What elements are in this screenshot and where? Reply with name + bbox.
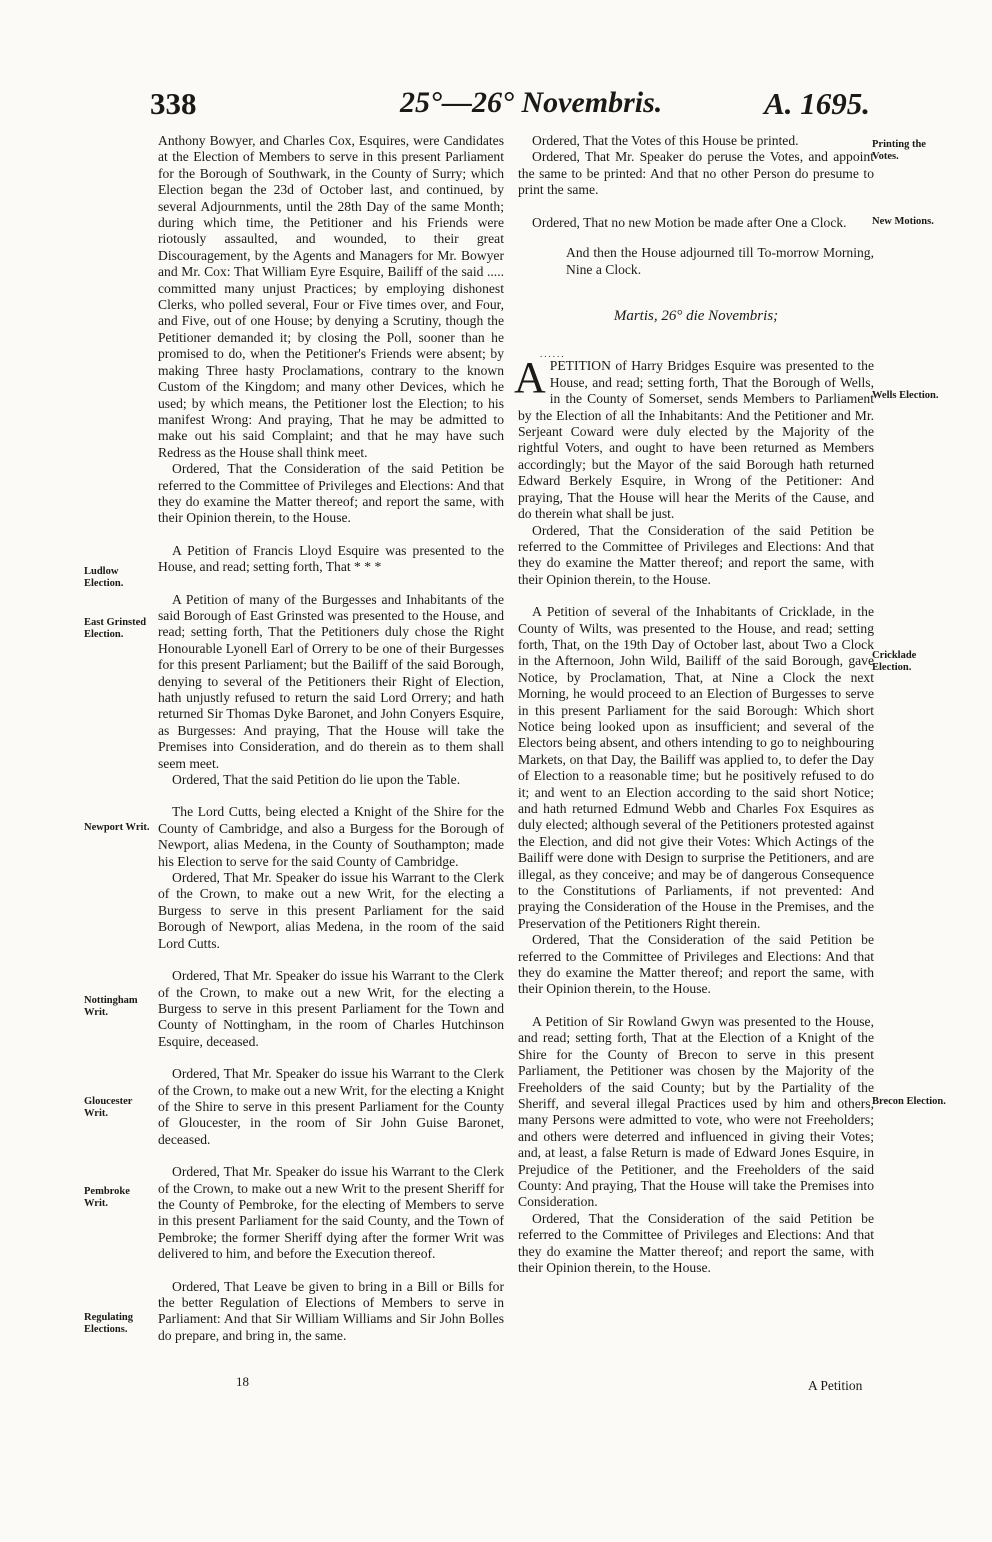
left-column — [158, 133, 504, 1355]
paragraph-nottingham-writ: Ordered, That Mr. Speaker do issue his Warrant to the Clerk of the Crown, to make out a new Writ, for the electing a Burgess to serve in this present Parliament for the Town and County of Nottingham, in the room of Charles Hutchinson Esquire, deceased. — [158, 968, 504, 1049]
wells-petition-text: PETITION of Harry Bridges Esquire was presented to the House, and read; setting forth, That the Borough of Wells, in the County of Somerset, sends Members to Parliament by the Election of all the Inhabitants: And the Petitioner and Mr. Serjeant Coward were duly elected by the Majority of the rightful Voters, and ought to have been returned as Members accordingly; but the Mayor of the said Borough hath returned Edward Berkely Esquire, in Wrong of the Petitioner: And praying, That the House will hear the Merits of the Cause, and do therein what shall be just. — [518, 358, 874, 522]
page-header — [150, 86, 870, 126]
drop-cap: A — [514, 353, 546, 403]
margin-note-east-grinsted: East Grinsted Election. — [84, 617, 147, 640]
margin-note-gloucester: Gloucester Writ. — [84, 1096, 133, 1119]
paragraph-regulating-elections: Ordered, That Leave be given to bring in a Bill or Bills for the better Regulation of Elections of Members to serve in Parliament: And that Sir William Williams and Sir John Bolles do prepare, and bring in, the same. — [158, 1278, 504, 1343]
ornament-dots: ...... — [540, 349, 566, 360]
paragraph-cricklade-petition: A Petition of several of the Inhabitants of Cricklade, in the County of Wilts, was presented to the House, and read; setting forth, That, on the 19th Day of October last, about Two a Clock in the Afternoon, John Wild, Bailiff of the said Borough, gave Notice, by Proclamation, That, at Nine a Clock the next Morning, he would proceed to an Election of Burgesses to serve in this present Parliament for the said Borough: Which short Notice being looked upon as insufficient; and several of the Electors being absent, and others intending to go to neighbouring Markets, on that Day, the Bailiff was applied to, to defer the Day of Election to a reasonable time; but he positively refused to do it; and went to an Election according to the said short Notice; and hath returned Edmund Webb and Charles Fox Esquires as duly elected; although several of the Petitioners protested against the Election, and did not give their Votes: Which Actings of the Bailiff were done with Design to surprise the Petitioners, and are illegal, as they conceive; and may be of dangerous Consequence to the Constitutions of Parliaments, if not prevented: And praying the Consideration of the House in the Premises, and the Preservation of the Petitioners Right therein. — [518, 604, 874, 931]
margin-note-new-motions: New Motions. — [872, 216, 934, 227]
margin-note-ludlow: Ludlow Election. — [84, 566, 124, 589]
paragraph-adjournment: And then the House adjourned till To-morrow Morning, Nine a Clock. — [566, 245, 874, 277]
paragraph-brecon-order: Ordered, That the Consideration of the said Petition be referred to the Committee of Privileges and Elections: And that they do examine the Matter thereof; and report the same, with their Opinion therein, to the House. — [518, 1210, 874, 1275]
paragraph-pembroke-writ: Ordered, That Mr. Speaker do issue his Warrant to the Clerk of the Crown, to make out a new Writ to the present Sheriff for the County of Pembroke, for the electing of Members to serve in this present Parliament for the said County, and the Town of Pembroke; the former Sheriff dying after the former Writ was delivered to him, and before the Execution thereof. — [158, 1164, 504, 1262]
paragraph-new-motion: Ordered, That no new Motion be made after One a Clock. — [532, 214, 847, 230]
signature-mark: 18 — [236, 1374, 249, 1389]
margin-note-nottingham: Nottingham Writ. — [84, 995, 138, 1018]
paragraph-east-grinsted-order: Ordered, That the said Petition do lie upon the Table. — [172, 772, 461, 788]
paragraph-brecon-petition: A Petition of Sir Rowland Gwyn was presented to the House, and read; setting forth, That at the Election of a Knight of the Shire for the County of Brecon to serve in this present Parliament, the Petitioner was chosen by the Majority of the Freeholders of the said County; but by the Partiality of the Sheriff, and several illegal Practices used by him and others, many Persons were admitted to vote, who were not Freeholders; and others were deterred and influenced in giving their Votes; and, at least, a false Return is made of Edward Jones Esquire, in Prejudice of the Petitioner, and the Freeholders of the said County: And praying, That the House will take the Premises into Consideration. — [518, 1013, 874, 1210]
paragraph-wells-order: Ordered, That the Consideration of the said Petition be referred to the Committee of Privileges and Elections: And that they do examine the Matter thereof; and report the same, with their Opinion therein, to the House. — [518, 522, 874, 587]
paragraph-cutts-election: The Lord Cutts, being elected a Knight of the Shire for the County of Cambridge, and also a Burgess for the Borough of Newport, alias Medena, in the County of Southampton; made his Election to serve for the said County of Cambridge. — [158, 804, 504, 869]
paragraph-southwark-petition: Anthony Bowyer, and Charles Cox, Esquires, were Candidates at the Election of Members to serve in this present Parliament for the Borough of Southwark, in the County of Surry; which Election began the 23d of October last, and continued, by several Adjournments, until the 28th Day of the same Month; during which time, the Petitioner and his Friends were riotously assaulted, and wounded, to their great Discouragement, by the Agents and Managers for Mr. Bowyer and Mr. Cox: That William Eyre Esquire, Bailiff of the said ..... committed many unjust Practices; by employing dishonest Clerks, who polled several, Four or Five times over, and Four, and Five, out of one House; by denying a Scrutiny, though the Petitioner demanded it; by closing the Poll, sooner than he promised to do, when the Petitioner's Friends were absent; by making Three hasty Proclamations, contrary to the known Custom of the Kingdom; and many other Devices, which he used; by which means, the Petitioner lost the Election; to his manifest Wrong: And praying, That he may be admitted to make out his said Complaint; and that he may have such Redress as the House shall think meet. — [158, 133, 504, 460]
paragraph-ludlow-petition: A Petition of Francis Lloyd Esquire was presented to the House, and read; setting forth, That * * * — [158, 542, 504, 575]
paragraph-gloucester-writ: Ordered, That Mr. Speaker do issue his Warrant to the Clerk of the Crown, to make out a new Writ, for the electing a Knight of the Shire to serve in this present Parliament for the County of Gloucester, in the room of Sir John Guise Baronet, deceased. — [158, 1066, 504, 1147]
paragraph-southwark-order: Ordered, That the Consideration of the said Petition be referred to the Committee of Privileges and Elections: And that they do examine the Matter thereof; and report the same, with their Opinion therein, to the House. — [158, 461, 504, 526]
header-date: 25°—26° Novembris. — [400, 86, 663, 119]
paragraph-cricklade-order: Ordered, That the Consideration of the said Petition be referred to the Committee of Privileges and Elections: And that they do examine the Matter thereof; and report the same, with their Opinion therein, to the House. — [518, 932, 874, 997]
paragraph-votes-peruse: Ordered, That Mr. Speaker do peruse the Votes, and appoint the same to be printed: And that no other Person do presume to print the same. — [518, 149, 874, 198]
margin-note-pembroke: Pembroke Writ. — [84, 1186, 130, 1209]
margin-note-printing: Printing the Votes. — [872, 139, 926, 162]
right-column — [514, 133, 874, 1287]
day-heading: Martis, 26° die Novembris; — [613, 308, 779, 325]
paragraph-newport-writ: Ordered, That Mr. Speaker do issue his Warrant to the Clerk of the Crown, to make out a new Writ, for the electing a Burgess to serve in this present Parliament for the said Borough of Newport, alias Medena, in the room of the said Lord Cutts. — [158, 870, 504, 951]
margin-note-brecon: Brecon Election. — [872, 1096, 946, 1107]
margin-note-regulating: Regulating Elections. — [84, 1312, 134, 1335]
header-year: A. 1695. — [764, 86, 870, 121]
paragraph-wells-petition — [514, 353, 874, 522]
margin-note-wells: Wells Election. — [872, 390, 939, 401]
page-number: 338 — [150, 86, 197, 121]
margin-note-newport: Newport Writ. — [84, 822, 150, 833]
paragraph-east-grinsted-petition: A Petition of many of the Burgesses and Inhabitants of the said Borough of East Grinsted was presented to the House, and read; setting forth, That the Petitioners duly chose the Right Honourable Lyonell Earl of Orrery to be one of their Burgesses for this present Parliament; but the Bailiff of the said Borough, denying to several of the Petitioners their Right of Election, hath unjustly refused to return the said Lord Orrery; and hath returned Sir Thomas Dyke Baronet, and John Conyers Esquire, as Burgesses: And praying, That the House will take the Premises into Consideration, and do therein as to them shall seem meet. — [158, 591, 504, 771]
paragraph-votes-printed: Ordered, That the Votes of this House be printed. — [532, 133, 799, 148]
catchword: A Petition — [808, 1378, 863, 1393]
margin-note-cricklade: Cricklade Election. — [872, 650, 917, 673]
